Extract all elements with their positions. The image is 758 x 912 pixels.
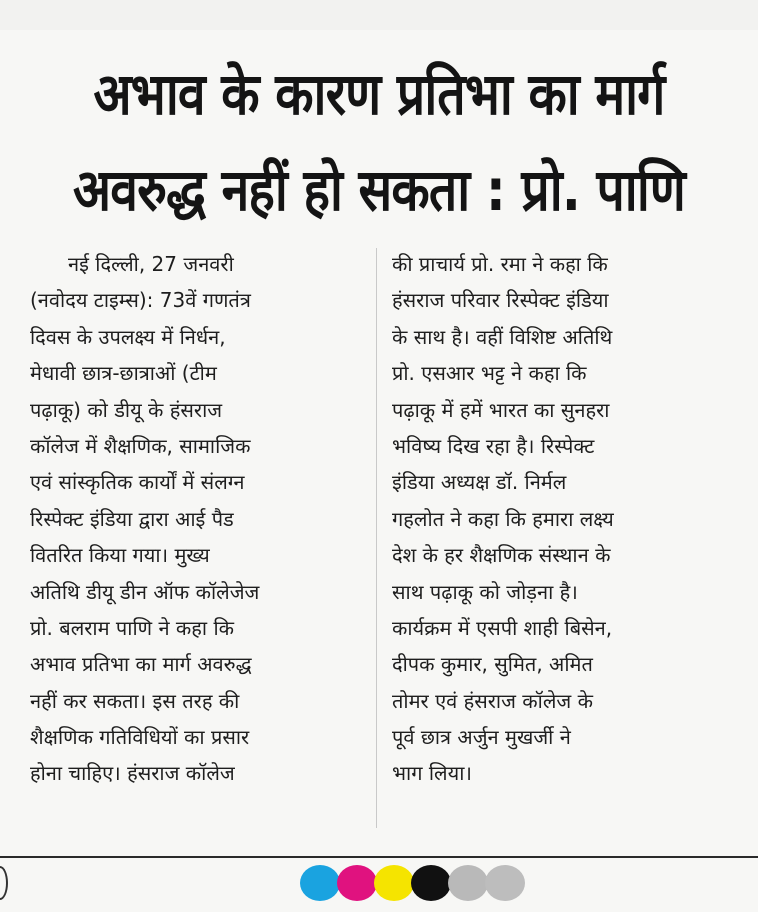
registration-dot xyxy=(448,865,488,901)
headline-line-1: अभाव के कारण प्रतिभा का मार्ग xyxy=(93,60,665,128)
article-line: मेधावी छात्र-छात्राओं (टीम xyxy=(30,361,217,386)
article-line: दिवस के उपलक्ष्य में निर्धन, xyxy=(30,324,226,349)
article-line: हंसराज परिवार रिस्पेक्ट इंडिया xyxy=(392,288,609,313)
article-line: पढ़ाकू) को डीयू के हंसराज xyxy=(30,397,223,422)
article-line: भविष्य दिख रहा है। रिस्पेक्ट xyxy=(392,433,595,458)
registration-dot xyxy=(374,865,414,901)
article-line: साथ पढ़ाकू को जोड़ना है। xyxy=(392,579,578,604)
article-line: भाग लिया। xyxy=(392,761,472,786)
registration-dot xyxy=(300,865,340,901)
article-line: वितरित किया गया। मुख्य xyxy=(30,543,210,568)
page-edge-mark xyxy=(0,866,8,900)
article-line: प्रो. एसआर भट्ट ने कहा कि xyxy=(392,361,587,386)
registration-dot xyxy=(485,865,525,901)
article-line: तोमर एवं हंसराज कॉलेज के xyxy=(392,688,593,713)
article-line: इंडिया अध्यक्ष डॉ. निर्मल xyxy=(392,470,567,495)
article-line: अतिथि डीयू डीन ऑफ कॉलेजेज xyxy=(30,579,260,604)
article-right-column xyxy=(392,246,732,792)
article-line: गहलोत ने कहा कि हमारा लक्ष्य xyxy=(392,506,614,531)
article-line: कॉलेज में शैक्षणिक, सामाजिक xyxy=(30,433,251,458)
article-line: कार्यक्रम में एसपी शाही बिसेन, xyxy=(392,615,613,640)
article-line: अभाव प्रतिभा का मार्ग अवरुद्ध xyxy=(30,652,252,677)
article-line: (नवोदय टाइम्स): 73वें गणतंत्र xyxy=(30,288,251,313)
article-line: रिस्पेक्ट इंडिया द्वारा आई पैड xyxy=(30,506,234,531)
article-line: देश के हर शैक्षणिक संस्थान के xyxy=(392,543,611,568)
column-divider xyxy=(376,248,377,828)
page-top-edge xyxy=(0,0,758,30)
headline-line-2: अवरुद्ध नहीं हो सकता : प्रो. पाणि xyxy=(73,156,685,224)
article-line: पढ़ाकू में हमें भारत का सुनहरा xyxy=(392,397,610,422)
article-line: के साथ है। वहीं विशिष्ट अतिथि xyxy=(392,324,613,349)
article-line: की प्राचार्य प्रो. रमा ने कहा कि xyxy=(392,252,608,276)
footer-rule xyxy=(0,856,758,858)
article-line: नई दिल्ली, 27 जनवरी xyxy=(68,252,234,276)
registration-dot xyxy=(337,865,377,901)
registration-color-marks xyxy=(300,865,522,901)
article-line: शैक्षणिक गतिविधियों का प्रसार xyxy=(30,725,250,750)
article-line: प्रो. बलराम पाणि ने कहा कि xyxy=(30,615,234,640)
article-left-column xyxy=(30,246,362,792)
article-line: होना चाहिए। हंसराज कॉलेज xyxy=(30,761,235,786)
article-line: पूर्व छात्र अर्जुन मुखर्जी ने xyxy=(392,725,571,750)
registration-dot xyxy=(411,865,451,901)
article-line: एवं सांस्कृतिक कार्यों में संलग्न xyxy=(30,470,245,495)
article-line: नहीं कर सकता। इस तरह की xyxy=(30,688,240,713)
article-line: दीपक कुमार, सुमित, अमित xyxy=(392,652,593,677)
